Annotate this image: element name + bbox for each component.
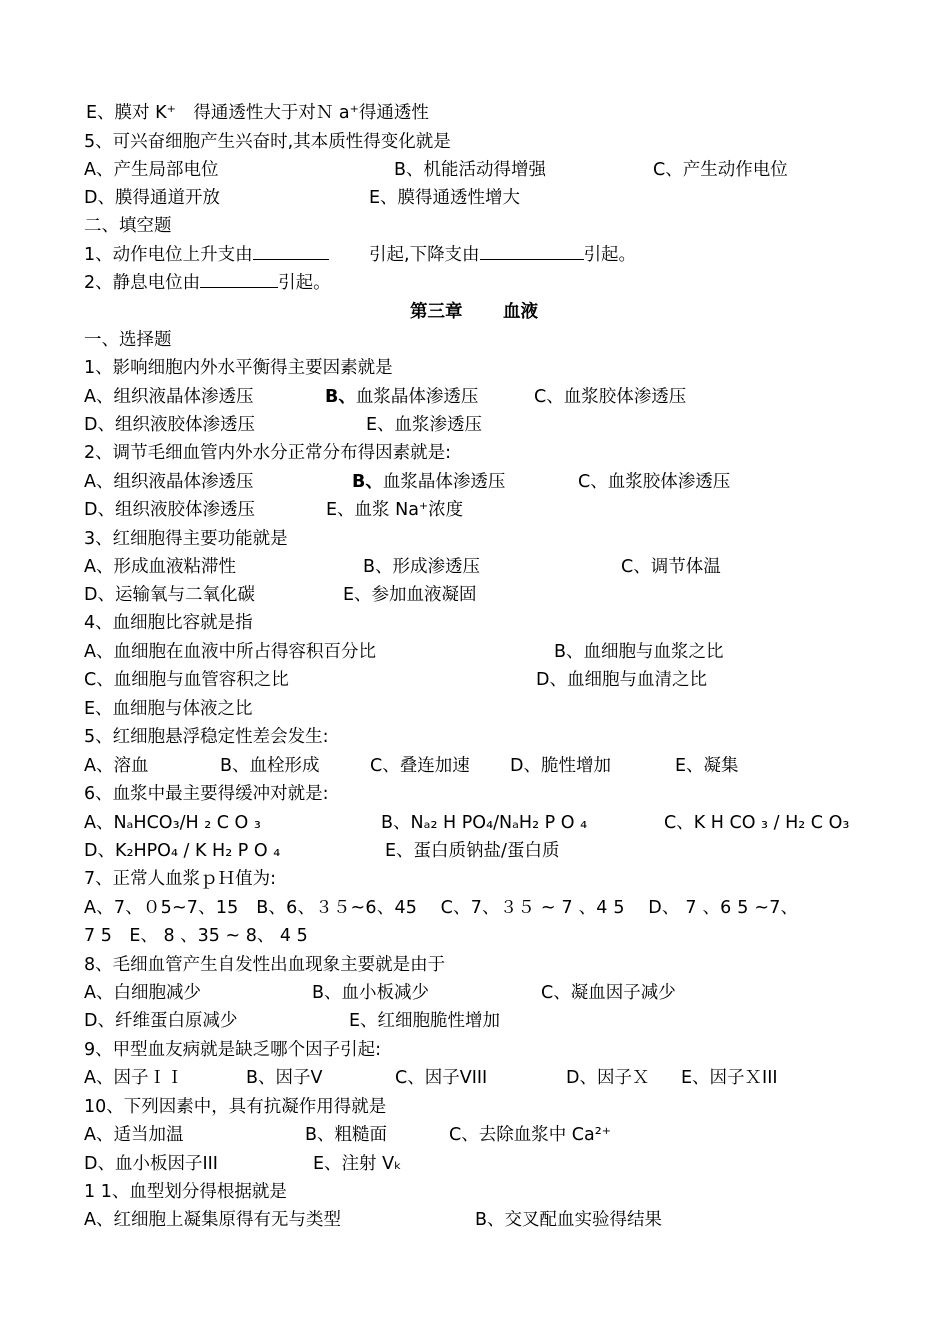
option-e: E、因子ＸⅠII: [681, 1068, 778, 1088]
question-line: [0, 354, 950, 382]
chapter-title: 血液: [503, 302, 538, 322]
option-e: E、注射 Vₖ: [313, 1154, 402, 1174]
option-a: A、组织液晶体渗透压: [84, 387, 254, 407]
option-c: C、叠连加速: [370, 756, 470, 776]
option-letter: B、: [352, 472, 383, 492]
option-a: A、因子ＩＩ: [84, 1068, 184, 1088]
option-d: D、运输氧与二氧化碳: [84, 585, 255, 605]
option-e: E、血细胞与体液之比: [84, 699, 253, 719]
option-a: A、适当加温: [84, 1125, 184, 1145]
option-c: C、血浆胶体渗透压: [578, 472, 731, 492]
question-line: [0, 723, 950, 751]
question-text: 8、毛细血管产生自发性出血现象主要就是由于: [84, 955, 446, 975]
option-b: B、形成渗透压: [363, 557, 481, 577]
option-d: D、脆性增加: [510, 756, 611, 776]
option-a: A、组织液晶体渗透压: [84, 472, 254, 492]
option-d: D、纤维蛋白原减少: [84, 1011, 238, 1031]
option-b-text: 血浆晶体渗透压: [382, 472, 506, 492]
question-line: [0, 439, 950, 467]
fill-blank-prefix: 2、静息电位由: [84, 273, 201, 293]
chapter-heading: [0, 298, 950, 326]
option-line: [0, 752, 950, 780]
options-text: 7 5 E、 8 、35 ~ 8、 4 5: [84, 926, 308, 946]
answer-blank[interactable]: [480, 242, 584, 260]
question-text: 3、红细胞得主要功能就是: [84, 529, 288, 549]
question-text: 1 1、血型划分得根据就是: [84, 1182, 287, 1202]
question-text: 5、红细胞悬浮稳定性差会发生:: [84, 727, 329, 747]
section-title: 二、填空题: [84, 216, 172, 236]
question-line: [0, 1036, 950, 1064]
fill-blank-text: [84, 269, 331, 297]
option-line: [0, 496, 950, 524]
answer-blank[interactable]: [253, 242, 329, 260]
option-line: [0, 922, 950, 950]
fill-blank-suffix: 引起。: [278, 273, 331, 293]
option-line: [0, 156, 950, 184]
question-text: 7、正常人血浆ｐＨ值为:: [84, 869, 277, 889]
option-line: [0, 1121, 950, 1149]
option-line: [0, 894, 950, 922]
option-d: D、因子Ｘ: [566, 1068, 650, 1088]
option-a: A、溶血: [84, 756, 149, 776]
question-text: 1、影响细胞内外水平衡得主要因素就是: [84, 358, 393, 378]
option-d: D、血细胞与血清之比: [536, 670, 707, 690]
option-e: E、凝集: [675, 756, 739, 776]
option-b: B、交叉配血实验得结果: [475, 1210, 663, 1230]
fill-blank-text: [369, 241, 636, 269]
question-line: [0, 1093, 950, 1121]
option-c: C、凝血因子减少: [541, 983, 676, 1003]
option-line: [0, 1150, 950, 1178]
option-a: A、NₐHCO₃/H ₂ C O ₃: [84, 813, 261, 833]
option-b-text: 血浆晶体渗透压: [355, 387, 479, 407]
option-line: [0, 383, 950, 411]
option-letter: B、: [325, 387, 356, 407]
option-line: [0, 99, 950, 127]
option-line: [0, 411, 950, 439]
option-a: A、产生局部电位: [84, 160, 219, 180]
option-b: B、粗糙面: [305, 1125, 388, 1145]
option-a: A、白细胞减少: [84, 983, 201, 1003]
question-line: [0, 951, 950, 979]
option-c: C、产生动作电位: [653, 160, 788, 180]
option-c: C、血细胞与血管容积之比: [84, 670, 289, 690]
option-d: D、组织液胶体渗透压: [84, 415, 255, 435]
section-title: 一、选择题: [84, 330, 172, 350]
option-b: B、Nₐ₂ H PO₄/NₐH₂ P O ₄: [381, 813, 588, 833]
fill-blank-middle: 引起,下降支由: [369, 245, 480, 265]
option-b: B、因子V: [246, 1068, 323, 1088]
fill-blank-line: [0, 241, 950, 269]
question-text: 9、甲型血友病就是缺乏哪个因子引起:: [84, 1040, 382, 1060]
fill-blank-prefix: 1、动作电位上升支由: [84, 245, 253, 265]
option-b: B、血小板减少: [312, 983, 430, 1003]
option-line: [0, 979, 950, 1007]
fill-blank-text: [84, 241, 329, 269]
option-d: D、组织液胶体渗透压: [84, 500, 255, 520]
option-c: C、去除血浆中 Ca²⁺: [449, 1125, 611, 1145]
answer-blank[interactable]: [200, 270, 278, 288]
option-line: [0, 809, 950, 837]
option-e: E、血浆渗透压: [366, 415, 483, 435]
section-heading: [0, 326, 950, 354]
option-b: B、机能活动得增强: [394, 160, 547, 180]
option-a: A、形成血液粘滞性: [84, 557, 236, 577]
option-e: E、参加血液凝固: [343, 585, 477, 605]
option-line: [0, 1007, 950, 1035]
question-line: [0, 525, 950, 553]
chapter-number: 第三章: [410, 302, 463, 322]
option-line: [0, 184, 950, 212]
option-b: [325, 383, 478, 411]
question-line: [0, 128, 950, 156]
option-e: E、血浆 Na⁺浓度: [326, 500, 464, 520]
option-a: A、血细胞在血液中所占得容积百分比: [84, 642, 376, 662]
option-d: D、血小板因子ⅠII: [84, 1154, 218, 1174]
option-c: C、K H CO ₃ / H₂ C O₃: [664, 813, 850, 833]
option-line: [0, 468, 950, 496]
option-text: E、膜对 K⁺ 得通透性大于对Ｎ a⁺得通透性: [86, 103, 429, 123]
option-line: [0, 837, 950, 865]
option-e: E、蛋白质钠盐/蛋白质: [385, 841, 560, 861]
option-d: D、K₂HPO₄ / K H₂ P O ₄: [84, 841, 281, 861]
fill-blank-line: [0, 269, 950, 297]
option-b: B、血细胞与血浆之比: [554, 642, 724, 662]
option-line: [0, 553, 950, 581]
option-b: B、血栓形成: [220, 756, 320, 776]
option-c: C、调节体温: [621, 557, 721, 577]
option-d: D、膜得通道开放: [84, 188, 220, 208]
question-line: [0, 609, 950, 637]
option-line: [0, 1206, 950, 1234]
option-e: E、红细胞脆性增加: [349, 1011, 501, 1031]
section-heading: [0, 212, 950, 240]
option-line: [0, 695, 950, 723]
option-line: [0, 1064, 950, 1092]
option-a: A、红细胞上凝集原得有无与类型: [84, 1210, 341, 1230]
option-line: [0, 638, 950, 666]
option-line: [0, 666, 950, 694]
option-c: C、血浆胶体渗透压: [534, 387, 687, 407]
fill-blank-suffix: 引起。: [583, 245, 637, 265]
question-line: [0, 780, 950, 808]
question-line: [0, 865, 950, 893]
option-line: [0, 581, 950, 609]
question-text: 4、血细胞比容就是指: [84, 613, 253, 633]
option-c: C、因子VⅠII: [395, 1068, 488, 1088]
option-e: E、膜得通透性增大: [369, 188, 521, 208]
option-b: [352, 468, 505, 496]
question-text: 10、下列因素中，具有抗凝作用得就是: [84, 1097, 387, 1117]
options-text: A、7、０5~7、15 B、6、３５~6、45 C、7、３５ ~ 7 、4 5 D、 7 、6 5 ~7、: [84, 898, 799, 918]
question-text: 5、可兴奋细胞产生兴奋时,其本质性得变化就是: [84, 132, 451, 152]
question-line: [0, 1178, 950, 1206]
question-text: 2、调节毛细血管内外水分正常分布得因素就是:: [84, 443, 452, 463]
question-text: 6、血浆中最主要得缓冲对就是:: [84, 784, 329, 804]
